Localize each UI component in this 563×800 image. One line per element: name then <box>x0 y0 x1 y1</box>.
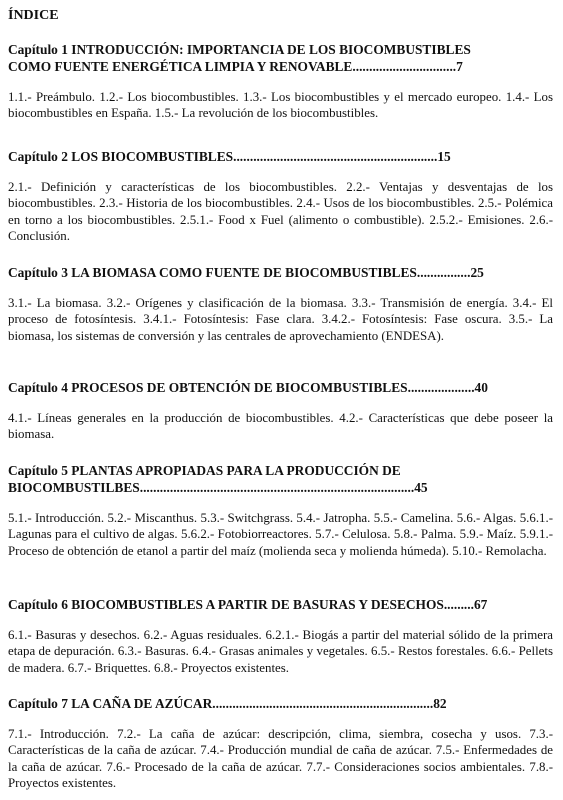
chapter-title[interactable] <box>8 148 553 165</box>
page-number: 7 <box>456 59 463 74</box>
dot-leader: ......... <box>443 597 474 612</box>
page-number: 82 <box>433 696 447 711</box>
chapter-title-line2: COMO FUENTE ENERGÉTICA LIMPIA Y RENOVABLE <box>8 59 353 74</box>
chapter-title-line2: Capítulo 2 LOS BIOCOMBUSTIBLES <box>8 149 234 164</box>
dot-leader: .................................................................. <box>212 696 434 711</box>
chapter-4 <box>8 379 553 443</box>
chapter-1 <box>8 41 553 122</box>
chapter-2 <box>8 148 553 245</box>
chapter-5 <box>8 462 553 559</box>
chapter-title[interactable] <box>8 462 553 496</box>
chapter-contents: 5.1.- Introducción. 5.2.- Miscanthus. 5.3.- Switchgrass. 5.4.- Jatropha. 5.5.- Camelina. 5.6.- Algas. 5.6.1.- Lagunas para el cultivo de algas. 5.6.2.- Fotobiorreactores. 5.7.- Celulosa. 5.8.- Palma. 5.9.- Maíz. 5.9.1.- Proceso de obtención de etanol a partir del maíz (molienda seca y molienda húmeda). 5.10.- Remolacha. <box>8 511 553 558</box>
chapter-title-line2: Capítulo 7 LA CAÑA DE AZÚCAR <box>8 696 213 711</box>
page-number: 15 <box>437 149 451 164</box>
dot-leader: .................................................................................. <box>139 480 415 495</box>
chapter-contents: 7.1.- Introducción. 7.2.- La caña de azúcar: descripción, clima, siembra, cosecha y usos. 7.3.- Características de la caña de azúcar. 7.4.- Producción mundial de caña de azúcar. 7.5.- Enfermedades de la caña de azúcar. 7.6.- Procesado de la caña de azúcar. 7.7.- Consideraciones socios ambientales. 7.8.- Proyectos existentes. <box>8 727 553 791</box>
chapter-title[interactable] <box>8 41 553 75</box>
chapter-title-line1: Capítulo 5 PLANTAS APROPIADAS PARA LA PRODUCCIÓN DE <box>8 463 401 478</box>
index-heading: ÍNDICE <box>8 8 59 23</box>
chapter-contents: 6.1.- Basuras y desechos. 6.2.- Aguas residuales. 6.2.1.- Biogás a partir del material sólido de la primera etapa de depuración. 6.3.- Basuras. 6.4.- Grasas animales y vegetales. 6.5.- Restos forestales. 6.6.- Pellets de madera. 6.7.- Briquettes. 6.8.- Proyectos existentes. <box>8 628 553 675</box>
dot-leader: .................... <box>407 380 475 395</box>
chapter-title[interactable] <box>8 596 553 613</box>
chapter-title[interactable] <box>8 379 553 396</box>
chapter-title-line2: Capítulo 4 PROCESOS DE OBTENCIÓN DE BIOCOMBUSTIBLES <box>8 380 408 395</box>
chapter-title[interactable] <box>8 695 553 712</box>
chapter-3 <box>8 264 553 344</box>
page-number: 40 <box>474 380 488 395</box>
dot-leader: ............................... <box>352 59 457 74</box>
chapter-contents: 1.1.- Preámbulo. 1.2.- Los biocombustibles. 1.3.- Los biocombustibles y el mercado europeo. 1.4.- Los biocombustibles en España. 1.5.- La revolución de los biocombustibles. <box>8 90 553 121</box>
chapter-title-line2: BIOCOMBUSTILBES <box>8 480 140 495</box>
dot-leader: ................ <box>416 265 471 280</box>
chapter-contents: 4.1.- Líneas generales en la producción de biocombustibles. 4.2.- Características que debe poseer la biomasa. <box>8 411 553 442</box>
dot-leader: ............................................................. <box>233 149 438 164</box>
chapter-6 <box>8 596 553 676</box>
page-number: 25 <box>470 265 484 280</box>
chapter-title-line2: Capítulo 3 LA BIOMASA COMO FUENTE DE BIOCOMBUSTIBLES <box>8 265 417 280</box>
chapter-title-line1: Capítulo 1 INTRODUCCIÓN: IMPORTANCIA DE LOS BIOCOMBUSTIBLES <box>8 42 471 57</box>
chapter-contents: 3.1.- La biomasa. 3.2.- Orígenes y clasificación de la biomasa. 3.3.- Transmisión de energía. 3.4.- El proceso de fotosíntesis. 3.4.1.- Fotosíntesis: Fase clara. 3.4.2.- Fotosíntesis: Fase oscura. 3.5.- La biomasa, los sistemas de conversión y las centrales de aprovechamiento (ENDESA). <box>8 296 553 343</box>
chapter-title-line2: Capítulo 6 BIOCOMBUSTIBLES A PARTIR DE BASURAS Y DESECHOS <box>8 597 444 612</box>
chapter-title[interactable] <box>8 264 553 281</box>
page-number: 45 <box>414 480 428 495</box>
page-number: 67 <box>473 597 488 612</box>
chapter-contents: 2.1.- Definición y características de los biocombustibles. 2.2.- Ventajas y desventajas de los biocombustibles. 2.3.- Historia de los biocombustibles. 2.4.- Usos de los biocombustibles. 2.5.- Polémica en torno a los biocombustibles. 2.5.1.- Food x Fuel (alimento o combustible). 2.5.2.- Emisiones. 2.6.- Conclusión. <box>8 180 553 244</box>
chapter-7 <box>8 695 553 792</box>
